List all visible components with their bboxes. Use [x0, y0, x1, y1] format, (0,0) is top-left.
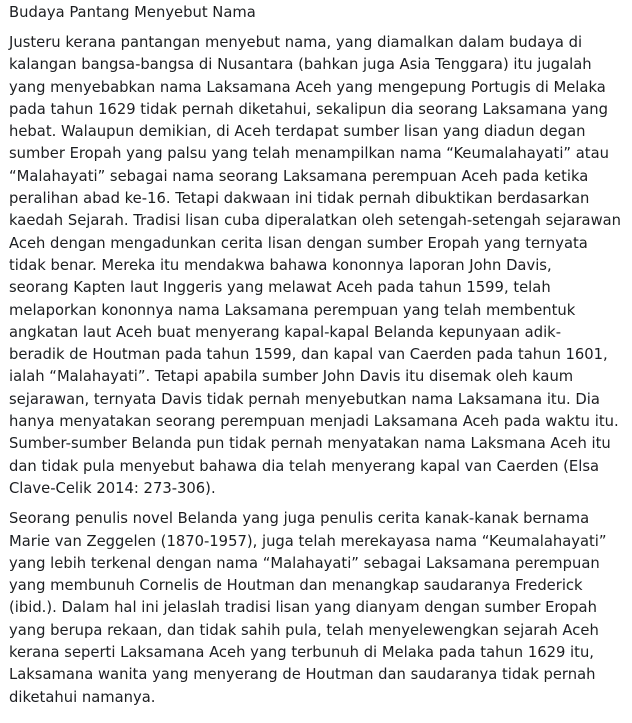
paragraph-line: yang berupa rekaan, dan tidak sahih pula, telah menyelewengkan sejarah Aceh	[9, 621, 599, 639]
paragraph-line: seorang Kapten laut Inggeris yang melawat Aceh pada tahun 1599, telah	[9, 279, 551, 297]
paragraph-2	[9, 508, 624, 709]
post-body	[9, 32, 624, 709]
paragraph-line: yang membunuh Cornelis de Houtman dan menangkap saudaranya Frederick	[9, 577, 583, 595]
paragraph-line: yang lebih terkenal dengan nama “Malahayati” sebagai Laksamana perempuan	[9, 554, 600, 572]
post-title: Budaya Pantang Menyebut Nama	[9, 4, 256, 21]
paragraph-line: tidak benar. Mereka itu mendakwa bahawa kononnya laporan John Davis,	[9, 256, 552, 274]
paragraph-line: peralihan abad ke-16. Tetapi dakwaan ini tidak pernah dibuktikan berdasarkan	[9, 190, 590, 208]
paragraph-line: Laksamana wanita yang menyerang de Houtman dan saudaranya tidak pernah	[9, 666, 596, 684]
paragraph-line: “Malahayati” sebagai nama seorang Laksamana perempuan Aceh pada ketika	[9, 167, 589, 185]
paragraph-line: sumber Eropah yang palsu yang telah menampilkan nama “Keumalahayati” atau	[9, 145, 609, 163]
paragraph-line: hanya menyatakan seorang perempuan menjadi Laksamana Aceh pada waktu itu.	[9, 413, 619, 431]
paragraph-line: diketahui namanya.	[9, 688, 156, 706]
paragraph-line: kaedah Sejarah. Tradisi lisan cuba diperalatkan oleh setengah-setengah sejarawan	[9, 212, 622, 230]
paragraph-line: ialah “Malahayati”. Tetapi apabila sumber John Davis itu disemak oleh kaum	[9, 368, 574, 386]
paragraph-line: Aceh dengan mengadunkan cerita lisan dengan sumber Eropah yang ternyata	[9, 234, 588, 252]
paragraph-line: beradik de Houtman pada tahun 1599, dan kapal van Caerden pada tahun 1601,	[9, 346, 608, 364]
paragraph-line: Seorang penulis novel Belanda yang juga penulis cerita kanak-kanak bernama	[9, 510, 590, 528]
paragraph-line: Justeru kerana pantangan menyebut nama, yang diamalkan dalam budaya di	[9, 34, 583, 51]
paragraph-line: kalangan bangsa-bangsa di Nusantara (bahkan juga Asia Tenggara) itu jugalah	[9, 56, 592, 74]
paragraph-1	[9, 32, 624, 500]
paragraph-line: melaporkan kononnya nama Laksamana perempuan yang telah membentuk	[9, 301, 576, 319]
paragraph-line: yang menyebabkan nama Laksamana Aceh yang mengepung Portugis di Melaka	[9, 78, 606, 96]
paragraph-line: angkatan laut Aceh buat menyerang kapal-kapal Belanda kepunyaan adik-	[9, 323, 562, 341]
paragraph-line: Marie van Zeggelen (1870-1957), juga telah merekayasa nama “Keumalahayati”	[9, 532, 607, 550]
paragraph-line: Sumber-sumber Belanda pun tidak pernah menyatakan nama Laksmana Aceh itu	[9, 435, 611, 453]
paragraph-line: sejarawan, ternyata Davis tidak pernah menyebutkan nama Laksamana itu. Dia	[9, 390, 600, 408]
paragraph-line: hebat. Walaupun demikian, di Aceh terdapat sumber lisan yang diadun degan	[9, 123, 586, 141]
paragraph-line: (ibid.). Dalam hal ini jelaslah tradisi lisan yang dianyam dengan sumber Eropah	[9, 599, 597, 617]
paragraph-line: dan tidak pula menyebut bahawa dia telah menyerang kapal van Caerden (Elsa	[9, 457, 600, 475]
paragraph-line: Clave-Celik 2014: 273-306).	[9, 479, 216, 497]
paragraph-line: kerana seperti Laksamana Aceh yang terbunuh di Melaka pada tahun 1629 itu,	[9, 644, 594, 662]
paragraph-line: pada tahun 1629 tidak pernah diketahui, sekalipun dia seorang Laksamana yang	[9, 100, 608, 118]
